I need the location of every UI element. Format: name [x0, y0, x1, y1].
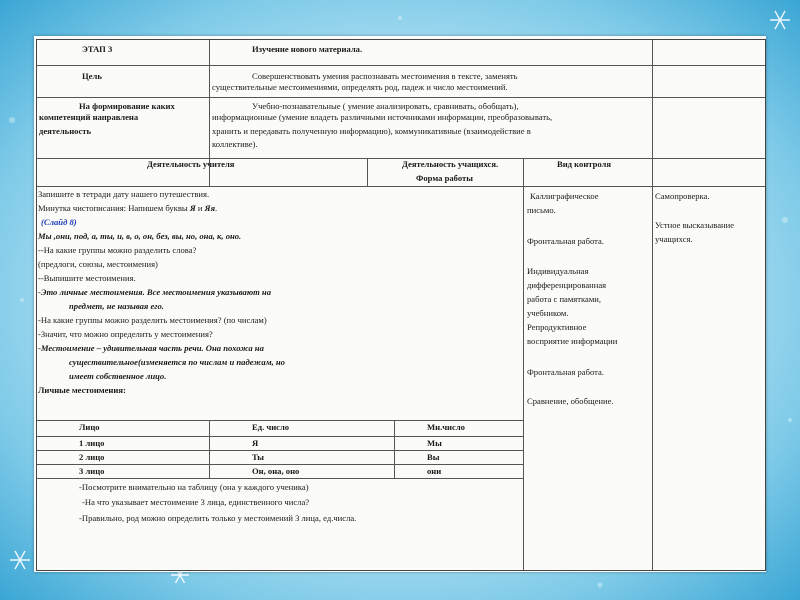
- pronoun-cell: Ты: [252, 452, 265, 462]
- row-divider: [37, 420, 523, 421]
- snowflake-icon: [10, 551, 30, 569]
- competence-label: На формирование каких: [79, 101, 175, 111]
- pronoun-cell: Вы: [427, 452, 440, 462]
- goal-text-line: Совершенствовать умения распознавать местоимения в тексте, заменять: [252, 71, 518, 81]
- teacher-line: (предлоги, союзы, местоимения): [38, 259, 158, 269]
- teacher-line: существительное(изменяется по числам и падежам, но: [69, 357, 285, 367]
- row-divider: [37, 186, 765, 187]
- column-header-students: Деятельность учащихся.: [402, 159, 499, 169]
- competence-text-line: коллективе).: [212, 139, 258, 149]
- pronoun-table-caption: Личные местоимения:: [38, 385, 126, 395]
- student-activity-line: дифференцированная: [527, 280, 607, 290]
- teacher-question: -Правильно, род можно определить только у местоимений 3 лица, ед.числа.: [79, 513, 357, 523]
- pronoun-table-header: Мн.число: [427, 422, 465, 432]
- student-activity-line: Индивидуальная: [527, 266, 589, 276]
- student-activity-line: Репродуктивное: [527, 322, 587, 332]
- teacher-line: --На какие группы можно разделить слова?: [38, 245, 197, 255]
- pronoun-table-header: Ед. число: [252, 422, 290, 432]
- teacher-line-words: Мы ,они, под, а, ты, и, в, о, он, без, вы, но, она, к, оно.: [38, 231, 242, 241]
- control-line: учащихся.: [655, 234, 693, 244]
- pronoun-cell: Мы: [427, 438, 442, 448]
- control-line: Самопроверка.: [655, 191, 710, 201]
- teacher-line: предмет, не называя его.: [69, 301, 164, 311]
- teacher-line-calligraphy: Минутка чистописания: Напишем буквы Я и Яя.: [38, 203, 218, 213]
- column-header-control: Вид контроля: [557, 159, 612, 169]
- control-line: Устное высказывание: [655, 220, 735, 230]
- col-divider: [652, 40, 653, 186]
- teacher-line: -Значит, что можно определить у местоимения?: [38, 329, 213, 339]
- teacher-line-pronouns: -Это личные местоимения. Все местоимения указывают на: [38, 287, 272, 297]
- col-divider: [523, 158, 524, 570]
- row-divider: [37, 97, 765, 98]
- lesson-plan-sheet: [34, 36, 766, 572]
- slide-link[interactable]: (Слайд 8): [41, 217, 77, 227]
- column-header-teacher: Деятельность учителя: [147, 159, 235, 169]
- row-divider: [37, 464, 523, 465]
- row-divider: [37, 436, 523, 437]
- col-divider: [394, 420, 395, 478]
- student-activity-line: письмо.: [527, 205, 556, 215]
- competence-text-line: информационные (умение владеть различными источниками информации, преобразовывать,: [212, 112, 553, 122]
- goal-text-line: существительные местоимениями, определять род, падеж и число местоимений.: [212, 82, 508, 92]
- teacher-question: -Посмотрите внимательно на таблицу (она у каждого ученика): [79, 482, 309, 492]
- snowflake-icon: [770, 11, 790, 29]
- row-divider: [37, 478, 523, 479]
- student-activity-line: Каллиграфическое: [530, 191, 599, 201]
- col-divider: [367, 158, 368, 186]
- student-activity-line: учебником.: [527, 308, 569, 318]
- teacher-line: Запишите в тетради дату нашего путешествия.: [38, 189, 210, 199]
- student-activity-line: восприятие информации: [527, 336, 618, 346]
- pronoun-cell: 2 лицо: [79, 452, 105, 462]
- pronoun-cell: 1 лицо: [79, 438, 105, 448]
- pronoun-cell: Он, она, оно: [252, 466, 300, 476]
- competence-text-line: хранить и передавать полученную информацию), коммуникативные (взаимодействие в: [212, 126, 531, 136]
- col-divider: [209, 420, 210, 478]
- teacher-question: -На что указывает местоимение 3 лица, единственного числа?: [82, 497, 310, 507]
- pronoun-cell: они: [427, 466, 442, 476]
- column-header-students-form: Форма работы: [416, 173, 473, 183]
- row-divider: [37, 450, 523, 451]
- student-activity-line: Сравнение, обобщение.: [527, 396, 614, 406]
- teacher-line: --Выпишите местоимения.: [38, 273, 136, 283]
- pronoun-cell: Я: [252, 438, 259, 448]
- competence-label: компетенций направлена: [39, 112, 139, 122]
- col-divider: [652, 186, 653, 570]
- student-activity-line: Фронтальная работа.: [527, 367, 604, 377]
- stage-value: Изучение нового материала.: [252, 44, 363, 54]
- teacher-line: имеет собственное лицо.: [69, 371, 167, 381]
- teacher-line: -На какие группы можно разделить местоимения? (по числам): [38, 315, 267, 325]
- stage-label: ЭТАП 3: [82, 44, 113, 54]
- row-divider: [37, 65, 765, 66]
- lesson-plan-table: [36, 39, 766, 571]
- competence-label: деятельность: [39, 126, 92, 136]
- goal-label: Цель: [82, 71, 102, 81]
- student-activity-line: работа с памятками,: [527, 294, 602, 304]
- competence-text-line: Учебно-познавательные ( умение анализировать, сравнивать, обобщать),: [252, 101, 519, 111]
- student-activity-line: Фронтальная работа.: [527, 236, 604, 246]
- pronoun-cell: 3 лицо: [79, 466, 105, 476]
- teacher-line-definition: -Местоимение – удивительная часть речи. Она похожа на: [38, 343, 264, 353]
- pronoun-table-header: Лицо: [79, 422, 100, 432]
